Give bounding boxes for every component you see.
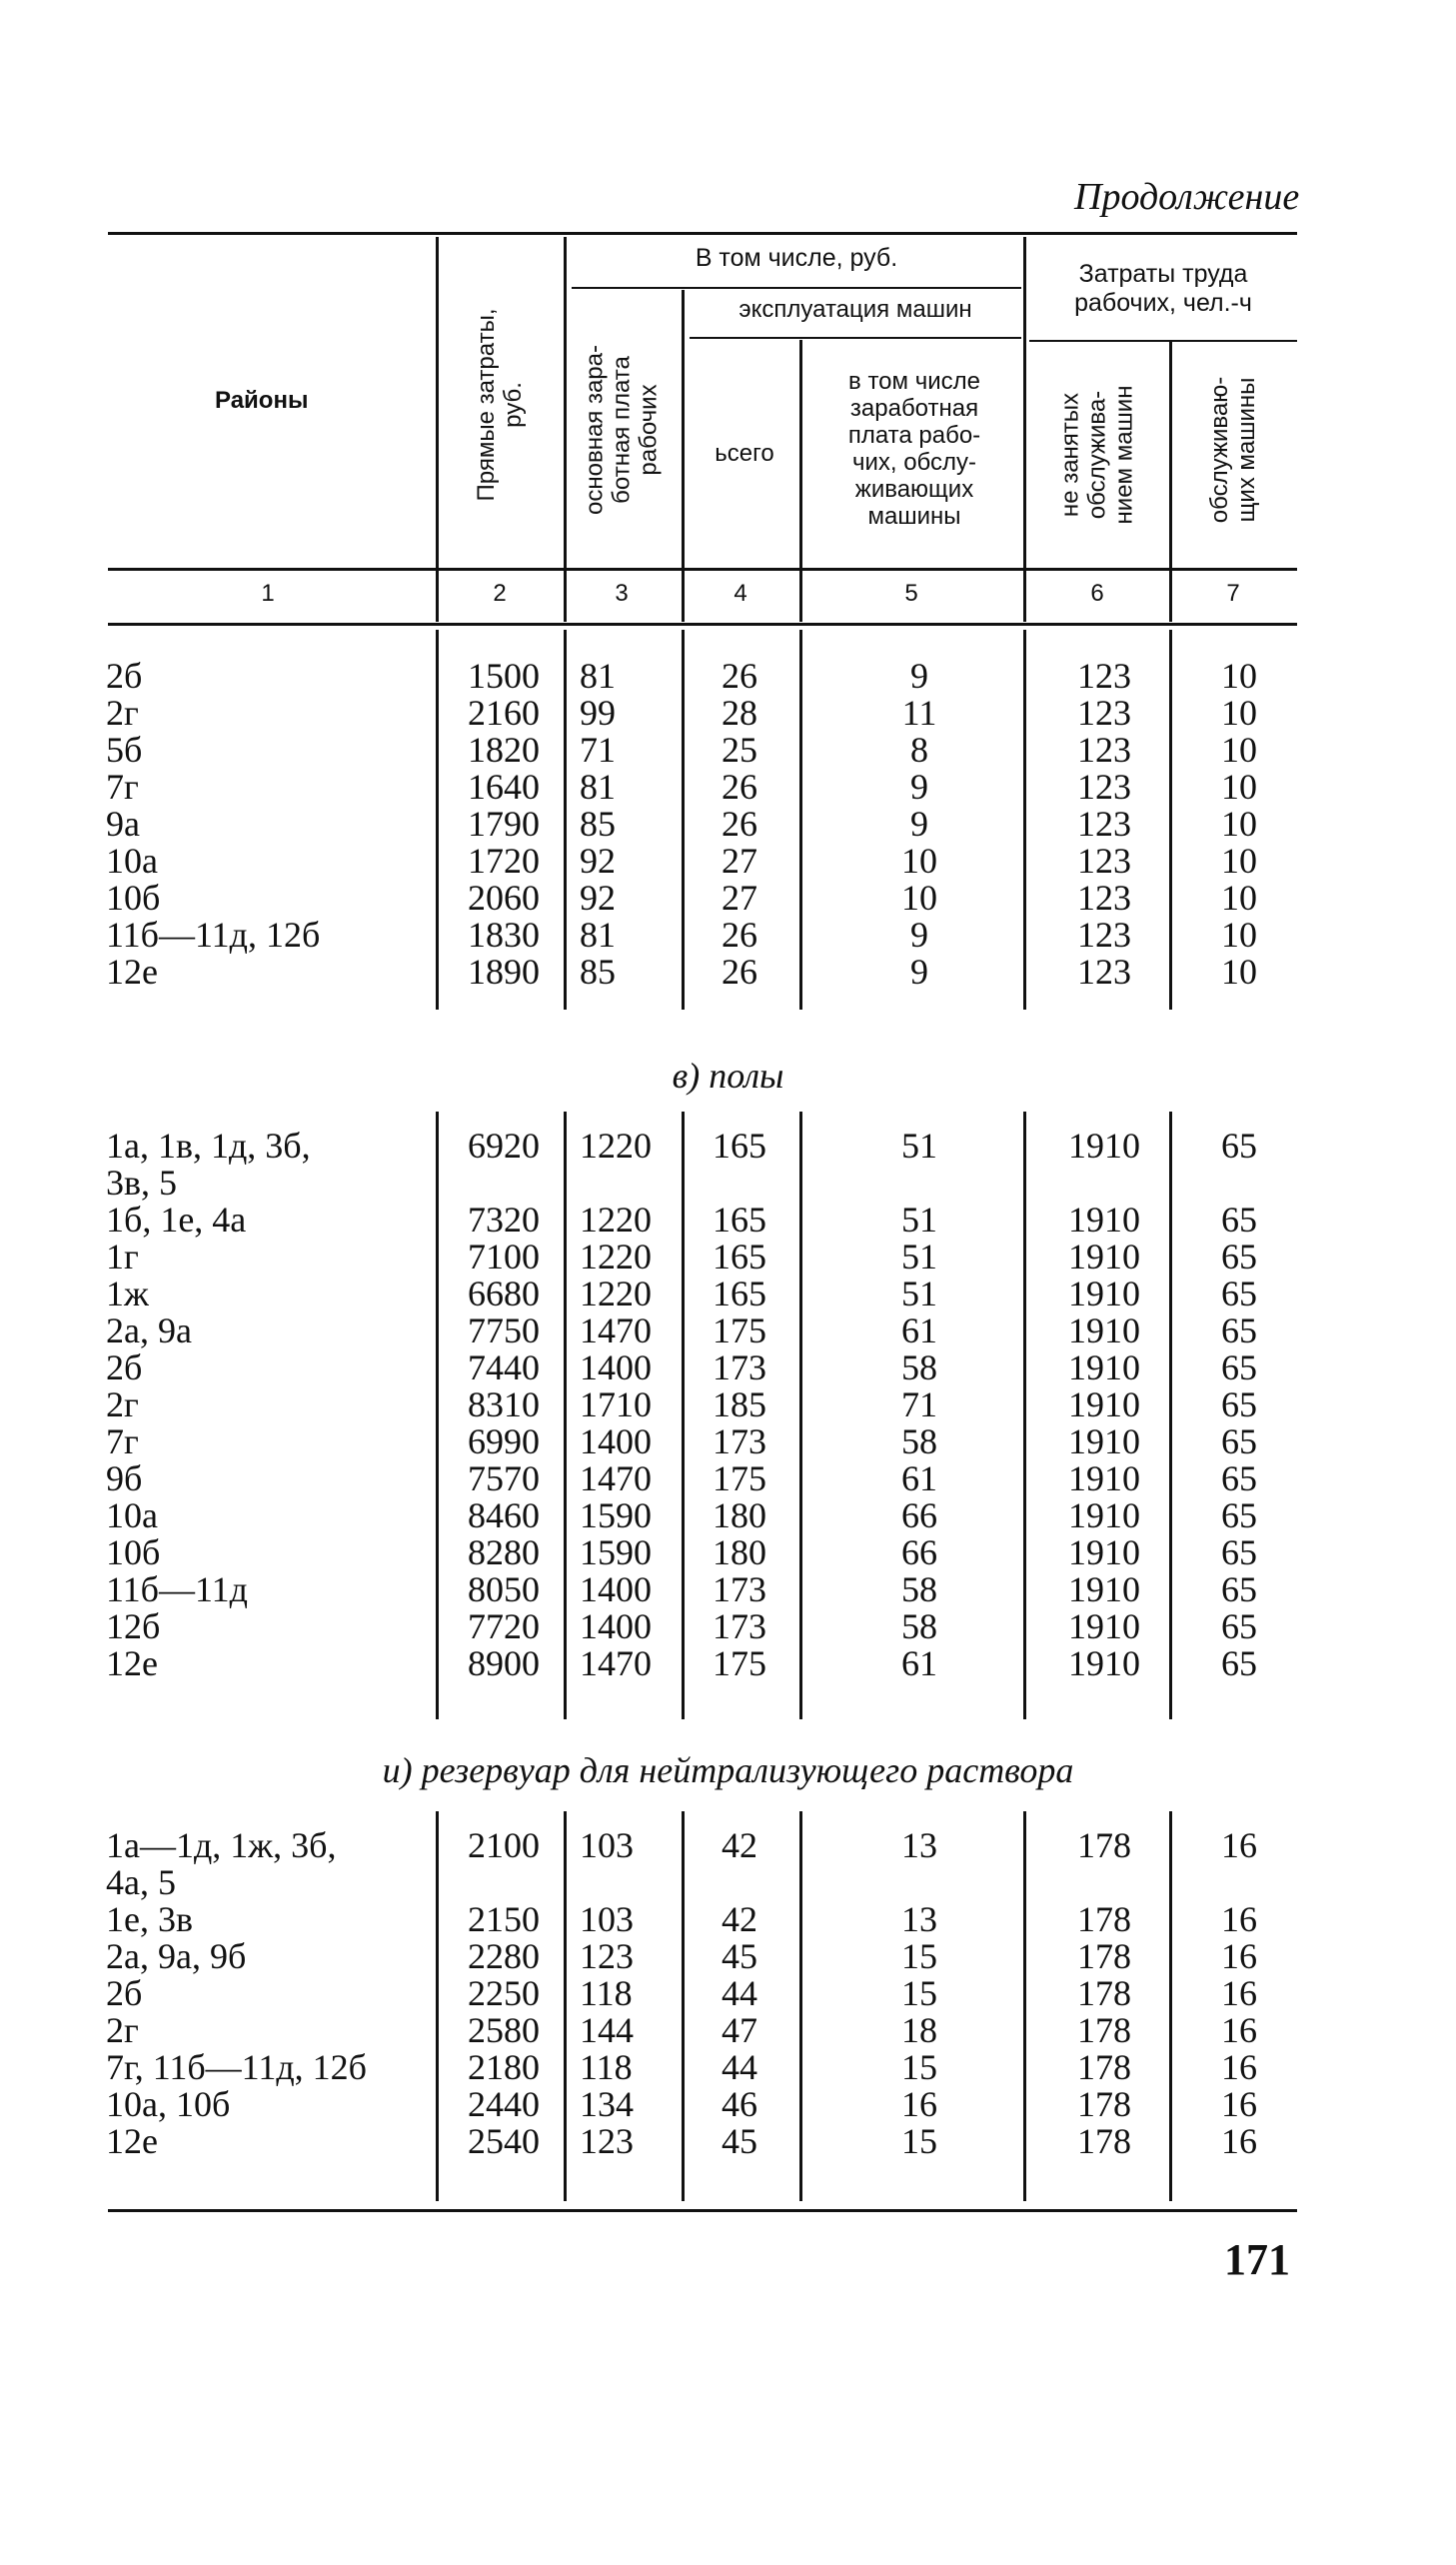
row-value-col6: 178 [1077,2121,1131,2161]
header-machine-wages: в том числе заработная плата рабо- чих, обслу- живающих машины [847,368,981,530]
row-value-col7: 16 [1221,2084,1257,2124]
row-value-col6: 123 [1077,952,1131,992]
row-value-col4: 26 [722,915,757,955]
row-value-col6: 123 [1077,656,1131,696]
row-value-col4: 26 [722,656,757,696]
row-value-col5: 58 [901,1606,937,1646]
row-value-col6: 123 [1077,693,1131,733]
row-value-col4: 27 [722,841,757,881]
header-vline-4 [799,340,802,622]
row-value-col5: 66 [901,1532,937,1572]
row-value-col5: 18 [901,2010,937,2050]
row-value-col7: 16 [1221,1973,1257,2013]
row-region-label: 7г [106,767,139,807]
row-value-col7: 65 [1221,1532,1257,1572]
row-value-col7: 65 [1221,1200,1257,1240]
colnum-7: 7 [1226,580,1240,607]
body-vline-7-s2 [1169,1112,1172,1719]
body-vline-6-s1 [1023,630,1026,1010]
row-value-col2: 2280 [468,1936,540,1976]
row-value-col2: 1820 [468,730,540,770]
header-group-machines: эксплуатация машин [738,296,972,323]
row-region-label: 10а [106,1495,158,1535]
row-value-col2: 8460 [468,1495,540,1535]
row-value-col3: 85 [580,804,616,844]
row-value-col7: 10 [1221,841,1257,881]
row-value-col6: 178 [1077,1899,1131,1939]
body-vline-7-s1 [1169,630,1172,1010]
header-regions: Районы [215,387,309,414]
row-region-label: 1е, 3в [106,1899,193,1939]
row-value-col7: 65 [1221,1126,1257,1166]
row-value-col4: 45 [722,1936,757,1976]
row-value-col2: 2250 [468,1973,540,2013]
body-vline-3-s1 [564,630,567,1010]
row-value-col4: 180 [713,1532,766,1572]
row-value-col4: 44 [722,1973,757,2013]
row-value-col4: 173 [713,1347,766,1387]
body-vline-5-s2 [799,1112,802,1719]
row-value-col3: 92 [580,841,616,881]
row-value-col7: 65 [1221,1495,1257,1535]
row-value-col3: 81 [580,915,616,955]
row-value-col7: 10 [1221,767,1257,807]
row-value-col7: 65 [1221,1237,1257,1277]
row-value-col2: 6680 [468,1274,540,1313]
row-region-label: 2а, 9а, 9б [106,1936,247,1976]
header-base-wages: основная зара- ботная плата рабочих [581,344,663,516]
row-value-col2: 7320 [468,1200,540,1240]
colnum-bottom-rule [108,623,1297,626]
row-value-col4: 28 [722,693,757,733]
row-value-col2: 1830 [468,915,540,955]
row-value-col6: 1910 [1068,1384,1140,1424]
row-region-label: 1г [106,1237,139,1277]
row-value-col3: 134 [580,2084,634,2124]
row-value-col3: 92 [580,878,616,918]
row-value-col6: 1910 [1068,1310,1140,1350]
row-value-col5: 71 [901,1384,937,1424]
row-value-col6: 178 [1077,1936,1131,1976]
row-value-col5: 9 [910,767,928,807]
body-vline-2-s1 [436,630,439,1010]
header-machines-total: ьсего [715,440,774,467]
row-value-col3: 85 [580,952,616,992]
row-value-col5: 13 [901,1899,937,1939]
row-value-col2: 2060 [468,878,540,918]
row-value-col4: 180 [713,1495,766,1535]
row-value-col5: 9 [910,656,928,696]
row-value-col7: 65 [1221,1310,1257,1350]
header-bottom-rule [108,568,1297,571]
row-value-col3: 1470 [580,1643,652,1683]
row-value-col4: 165 [713,1126,766,1166]
row-value-col3: 118 [580,1973,633,2013]
row-value-col4: 45 [722,2121,757,2161]
row-value-col6: 178 [1077,2047,1131,2087]
header-vline-3 [682,290,685,622]
row-value-col4: 165 [713,1274,766,1313]
row-value-col3: 123 [580,2121,634,2161]
row-value-col5: 51 [901,1237,937,1277]
row-value-col6: 123 [1077,804,1131,844]
row-value-col6: 178 [1077,2010,1131,2050]
row-region-label: 4а, 5 [106,1862,176,1902]
colnum-2: 2 [493,580,507,607]
row-value-col5: 51 [901,1200,937,1240]
colnum-1: 1 [261,580,275,607]
row-value-col7: 10 [1221,952,1257,992]
row-value-col5: 16 [901,2084,937,2124]
row-value-col2: 7750 [468,1310,540,1350]
row-value-col4: 47 [722,2010,757,2050]
row-value-col3: 1220 [580,1274,652,1313]
row-value-col3: 1220 [580,1237,652,1277]
row-value-col2: 2160 [468,693,540,733]
header-vline-6 [1169,342,1172,622]
row-value-col5: 58 [901,1347,937,1387]
row-value-col3: 1400 [580,1606,652,1646]
row-value-col2: 7720 [468,1606,540,1646]
row-value-col7: 65 [1221,1643,1257,1683]
row-value-col5: 51 [901,1274,937,1313]
row-value-col3: 1400 [580,1421,652,1461]
row-value-col7: 65 [1221,1347,1257,1387]
row-region-label: 10б [106,878,161,918]
body-vline-2-s2 [436,1112,439,1719]
row-value-col7: 16 [1221,2121,1257,2161]
row-value-col3: 103 [580,1899,634,1939]
row-region-label: 1а—1д, 1ж, 3б, [106,1825,337,1865]
row-value-col7: 65 [1221,1458,1257,1498]
row-value-col3: 1470 [580,1458,652,1498]
row-region-label: 1а, 1в, 1д, 3б, [106,1126,311,1166]
body-vline-7-s3 [1169,1811,1172,2201]
row-value-col7: 65 [1221,1606,1257,1646]
row-value-col6: 178 [1077,1825,1131,1865]
row-value-col2: 2440 [468,2084,540,2124]
row-value-col6: 1910 [1068,1274,1140,1313]
row-value-col5: 61 [901,1458,937,1498]
row-value-col3: 1590 [580,1532,652,1572]
row-value-col7: 10 [1221,915,1257,955]
row-value-col7: 16 [1221,1825,1257,1865]
row-value-col2: 2580 [468,2010,540,2050]
row-value-col2: 7440 [468,1347,540,1387]
row-value-col6: 1910 [1068,1458,1140,1498]
section-title-reservoir: и) резервуар для нейтрализующего раствора [382,1750,1074,1790]
row-value-col4: 173 [713,1569,766,1609]
row-value-col5: 58 [901,1569,937,1609]
header-rule-labor [1029,340,1297,342]
row-region-label: 2г [106,693,139,733]
row-value-col7: 16 [1221,2047,1257,2087]
row-value-col3: 103 [580,1825,634,1865]
row-value-col5: 66 [901,1495,937,1535]
row-value-col5: 9 [910,952,928,992]
row-value-col6: 1910 [1068,1347,1140,1387]
row-value-col4: 165 [713,1200,766,1240]
row-value-col2: 2100 [468,1825,540,1865]
row-value-col2: 2150 [468,1899,540,1939]
row-value-col4: 175 [713,1310,766,1350]
row-value-col5: 9 [910,804,928,844]
row-value-col2: 7100 [468,1237,540,1277]
row-region-label: 1б, 1е, 4а [106,1200,247,1240]
body-vline-3-s3 [564,1811,567,2201]
row-value-col4: 173 [713,1606,766,1646]
row-region-label: 3в, 5 [106,1163,177,1203]
row-value-col6: 1910 [1068,1606,1140,1646]
row-region-label: 11б—11д [106,1569,248,1609]
row-region-label: 12е [106,952,158,992]
row-region-label: 2а, 9а [106,1310,192,1350]
body-vline-5-s1 [799,630,802,1010]
row-region-label: 2г [106,1384,139,1424]
row-region-label: 2г [106,2010,139,2050]
colnum-4: 4 [733,580,747,607]
row-value-col5: 15 [901,2047,937,2087]
row-value-col6: 1910 [1068,1643,1140,1683]
header-labor-not-machines: не занятых обслужива- нием машин [1056,385,1138,525]
row-value-col5: 13 [901,1825,937,1865]
row-value-col6: 1910 [1068,1200,1140,1240]
row-value-col7: 65 [1221,1274,1257,1313]
header-vline-5 [1023,237,1026,622]
row-region-label: 2б [106,1347,143,1387]
row-region-label: 2б [106,656,143,696]
row-region-label: 7г, 11б—11д, 12б [106,2047,367,2087]
header-labor-machines: обслуживаю- щих машины [1206,376,1260,524]
row-value-col2: 8280 [468,1532,540,1572]
row-region-label: 9а [106,804,140,844]
body-vline-6-s2 [1023,1112,1026,1719]
row-value-col3: 1710 [580,1384,652,1424]
row-region-label: 10а [106,841,158,881]
row-value-col4: 185 [713,1384,766,1424]
body-vline-6-s3 [1023,1811,1026,2201]
row-region-label: 12е [106,1643,158,1683]
row-region-label: 12е [106,2121,158,2161]
row-value-col5: 61 [901,1643,937,1683]
row-value-col7: 10 [1221,878,1257,918]
body-vline-3-s2 [564,1112,567,1719]
row-value-col4: 26 [722,952,757,992]
row-value-col2: 1720 [468,841,540,881]
row-value-col5: 58 [901,1421,937,1461]
header-group-labor: Затраты труда рабочих, чел.-ч [1074,260,1252,317]
header-vline-1 [436,237,439,622]
header-rule-cost [572,287,1021,289]
row-value-col2: 2540 [468,2121,540,2161]
row-value-col2: 1640 [468,767,540,807]
header-direct-costs: Прямые затраты, руб. [473,308,527,502]
row-value-col4: 44 [722,2047,757,2087]
row-value-col6: 1910 [1068,1532,1140,1572]
row-value-col5: 51 [901,1126,937,1166]
row-value-col7: 10 [1221,656,1257,696]
colnum-6: 6 [1090,580,1104,607]
row-value-col3: 1590 [580,1495,652,1535]
row-value-col6: 123 [1077,767,1131,807]
row-value-col7: 10 [1221,804,1257,844]
row-value-col4: 46 [722,2084,757,2124]
row-value-col3: 1220 [580,1200,652,1240]
row-value-col6: 123 [1077,878,1131,918]
continuation-label: Продолжение [1074,176,1300,218]
row-value-col4: 165 [713,1237,766,1277]
row-value-col6: 123 [1077,915,1131,955]
row-value-col7: 10 [1221,730,1257,770]
header-vline-2 [564,237,567,622]
row-value-col2: 6920 [468,1126,540,1166]
row-value-col3: 81 [580,767,616,807]
row-value-col3: 118 [580,2047,633,2087]
row-region-label: 5б [106,730,143,770]
header-group-cost: В том числе, руб. [695,244,898,272]
row-value-col7: 65 [1221,1569,1257,1609]
row-value-col6: 1910 [1068,1421,1140,1461]
row-value-col4: 175 [713,1458,766,1498]
row-value-col2: 6990 [468,1421,540,1461]
row-value-col5: 9 [910,915,928,955]
row-value-col4: 175 [713,1643,766,1683]
row-value-col3: 1220 [580,1126,652,1166]
row-value-col2: 8900 [468,1643,540,1683]
row-value-col3: 1470 [580,1310,652,1350]
row-value-col3: 71 [580,730,616,770]
row-value-col4: 173 [713,1421,766,1461]
row-value-col5: 8 [910,730,928,770]
row-value-col2: 1500 [468,656,540,696]
row-value-col3: 144 [580,2010,634,2050]
row-value-col7: 16 [1221,1899,1257,1939]
row-value-col6: 123 [1077,730,1131,770]
row-region-label: 2б [106,1973,143,2013]
row-region-label: 12б [106,1606,161,1646]
row-value-col3: 1400 [580,1569,652,1609]
row-value-col6: 1910 [1068,1569,1140,1609]
row-value-col3: 123 [580,1936,634,1976]
row-region-label: 7г [106,1421,139,1461]
row-value-col5: 11 [901,693,937,733]
row-value-col2: 1890 [468,952,540,992]
row-value-col7: 10 [1221,693,1257,733]
row-value-col6: 1910 [1068,1495,1140,1535]
row-value-col4: 26 [722,767,757,807]
row-region-label: 10б [106,1532,161,1572]
row-value-col7: 65 [1221,1421,1257,1461]
row-value-col5: 10 [901,878,937,918]
page-number: 171 [1224,2235,1290,2284]
row-value-col4: 25 [722,730,757,770]
row-value-col2: 1790 [468,804,540,844]
row-value-col2: 7570 [468,1458,540,1498]
row-region-label: 10а, 10б [106,2084,231,2124]
row-value-col6: 178 [1077,2084,1131,2124]
body-vline-2-s3 [436,1811,439,2201]
row-value-col6: 178 [1077,1973,1131,2013]
row-value-col4: 27 [722,878,757,918]
row-value-col6: 1910 [1068,1126,1140,1166]
colnum-5: 5 [904,580,918,607]
row-value-col7: 65 [1221,1384,1257,1424]
row-value-col2: 8050 [468,1569,540,1609]
row-value-col6: 1910 [1068,1237,1140,1277]
row-region-label: 1ж [106,1274,149,1313]
row-value-col2: 2180 [468,2047,540,2087]
row-value-col2: 8310 [468,1384,540,1424]
row-value-col6: 123 [1077,841,1131,881]
section-title-floors: в) полы [672,1056,784,1096]
row-value-col4: 42 [722,1825,757,1865]
row-region-label: 11б—11д, 12б [106,915,321,955]
row-value-col4: 26 [722,804,757,844]
table-top-rule [108,232,1297,235]
body-vline-5-s3 [799,1811,802,2201]
row-value-col3: 1400 [580,1347,652,1387]
row-region-label: 9б [106,1458,143,1498]
row-value-col7: 16 [1221,1936,1257,1976]
row-value-col3: 99 [580,693,616,733]
row-value-col5: 15 [901,2121,937,2161]
row-value-col7: 16 [1221,2010,1257,2050]
row-value-col4: 42 [722,1899,757,1939]
row-value-col5: 15 [901,1973,937,2013]
row-value-col3: 81 [580,656,616,696]
colnum-3: 3 [615,580,629,607]
header-rule-machines [690,337,1021,339]
row-value-col5: 15 [901,1936,937,1976]
row-value-col5: 10 [901,841,937,881]
table-bottom-rule [108,2209,1297,2212]
row-value-col5: 61 [901,1310,937,1350]
